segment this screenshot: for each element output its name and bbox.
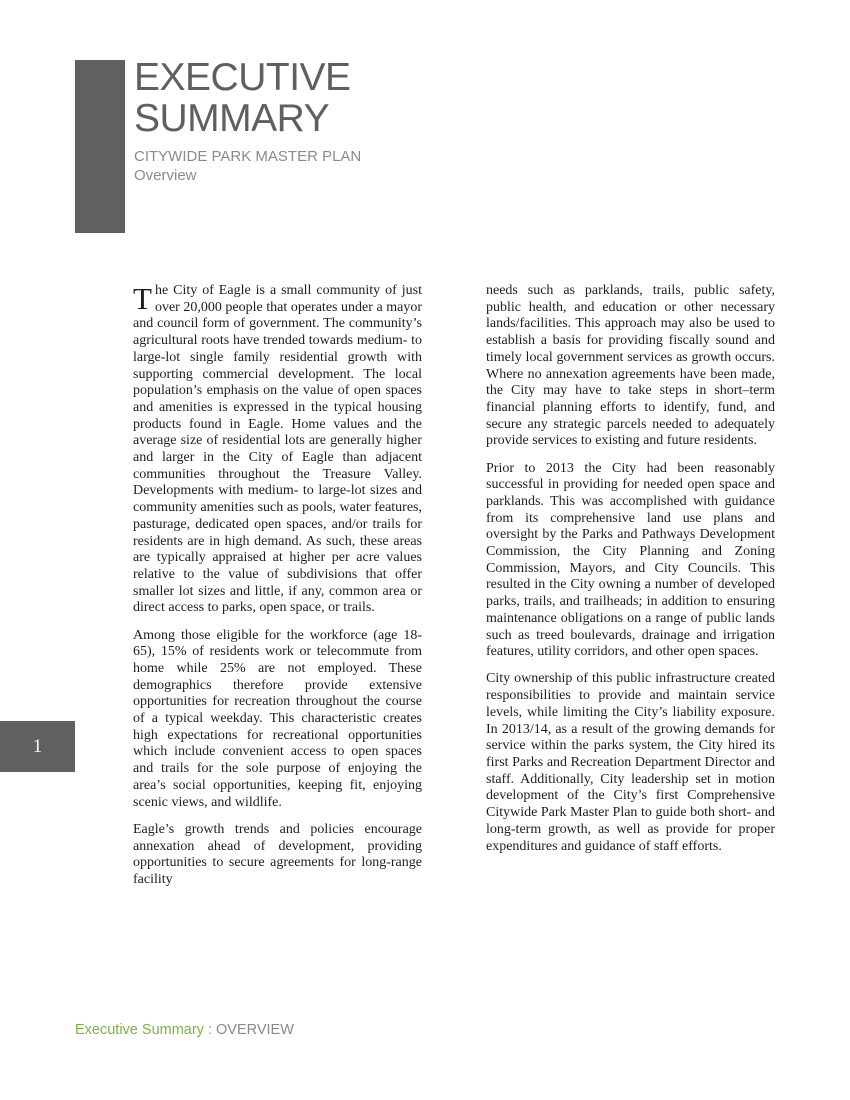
footer-section-label: Executive Summary : bbox=[75, 1022, 217, 1038]
title-accent-bar bbox=[75, 60, 125, 233]
footer-subsection-label: OVERVIEW bbox=[216, 1022, 294, 1038]
body-column-left bbox=[133, 283, 422, 899]
body-paragraph: Prior to 2013 the City had been reasonably successful in providing for needed open space and parklands. This was accomplished with guidance from its comprehensive land use plans and oversight by the Parks and Pathways Development Commission, the City Planning and Zoning Commission, Mayors, and City Councils. This resulted in the City owning a number of developed parks, trails, and trailheads; in addition to ensuring maintenance obligations on a range of public lands such as treed boulevards, drainage and irrigation features, utility corridors, and other open spaces. bbox=[486, 460, 775, 660]
page-title bbox=[134, 57, 351, 139]
footer bbox=[75, 1021, 294, 1039]
page-title-line-2: SUMMARY bbox=[134, 97, 330, 140]
page-title-line-1: EXECUTIVE bbox=[134, 56, 351, 99]
body-paragraph: needs such as parklands, trails, public safety, public health, and education or other necessary lands/facilities. This approach may also be used to establish a basis for providing fiscally sound and timely local government services as growth occurs. Where no annexation agreements have been made, the City may have to take steps in short–term financial planning efforts to identify, fund, and secure any strategic parcels needed to adequately provide services to existing and future residents. bbox=[486, 283, 775, 449]
section-subheading: Overview bbox=[134, 167, 197, 184]
page-number: 1 bbox=[32, 735, 43, 757]
body-column-right bbox=[486, 283, 775, 866]
body-paragraph bbox=[133, 283, 422, 617]
body-paragraph: Eagle’s growth trends and policies encourage annexation ahead of development, providing opportunities to secure agreements for long-range facility bbox=[133, 821, 422, 887]
drop-cap: T bbox=[133, 281, 152, 316]
paragraph-text: he City of Eagle is a small community of just over 20,000 people that operates under a mayor and council form of government. The community’s agricultural roots have trended towards medium- to large-lot single family residential growth with supporting commercial development. The local population’s emphasis on the value of open spaces and amenities is expressed in the typical housing products found in Eagle. Home values and the average size of residential lots are generally higher and larger in the City of Eagle than adjacent communities throughout the Treasure Valley. Developments with medium- to large-lot sizes and community amenities such as pools, water features, pasturage, dedicated open spaces, and/or trails for residents are in high demand. As such, these areas are typically appraised at higher per acre values relative to the value of subdivisions that offer smaller lot sizes and little, if any, common area or direct access to parks, open space, or trails. bbox=[133, 283, 422, 616]
body-paragraph: City ownership of this public infrastructure created responsibilities to provide and maintain service levels, while limiting the City’s liability exposure. In 2013/14, as a result of the growing demands for service within the parks system, the City hired its first Parks and Recreation Department Director and staff. Additionally, City leadership set in motion development of the City’s first Comprehensive Citywide Park Master Plan to guide both short- and long-term growth, as well as provide for proper expenditures and guidance of staff efforts. bbox=[486, 671, 775, 854]
document-subtitle: CITYWIDE PARK MASTER PLAN bbox=[134, 148, 362, 165]
page-number-tab bbox=[0, 721, 75, 772]
body-paragraph: Among those eligible for the workforce (age 18-65), 15% of residents work or telecommute from home while 25% are not employed. These demographics therefore provide extensive opportunities for recreation throughout the course of a typical weekday. This characteristic creates high expectations for recreational opportunities which include convenient access to open spaces and trails for the sole purpose of enjoying the area’s social opportunities, keeping fit, enjoying scenic views, and wildlife. bbox=[133, 627, 422, 810]
